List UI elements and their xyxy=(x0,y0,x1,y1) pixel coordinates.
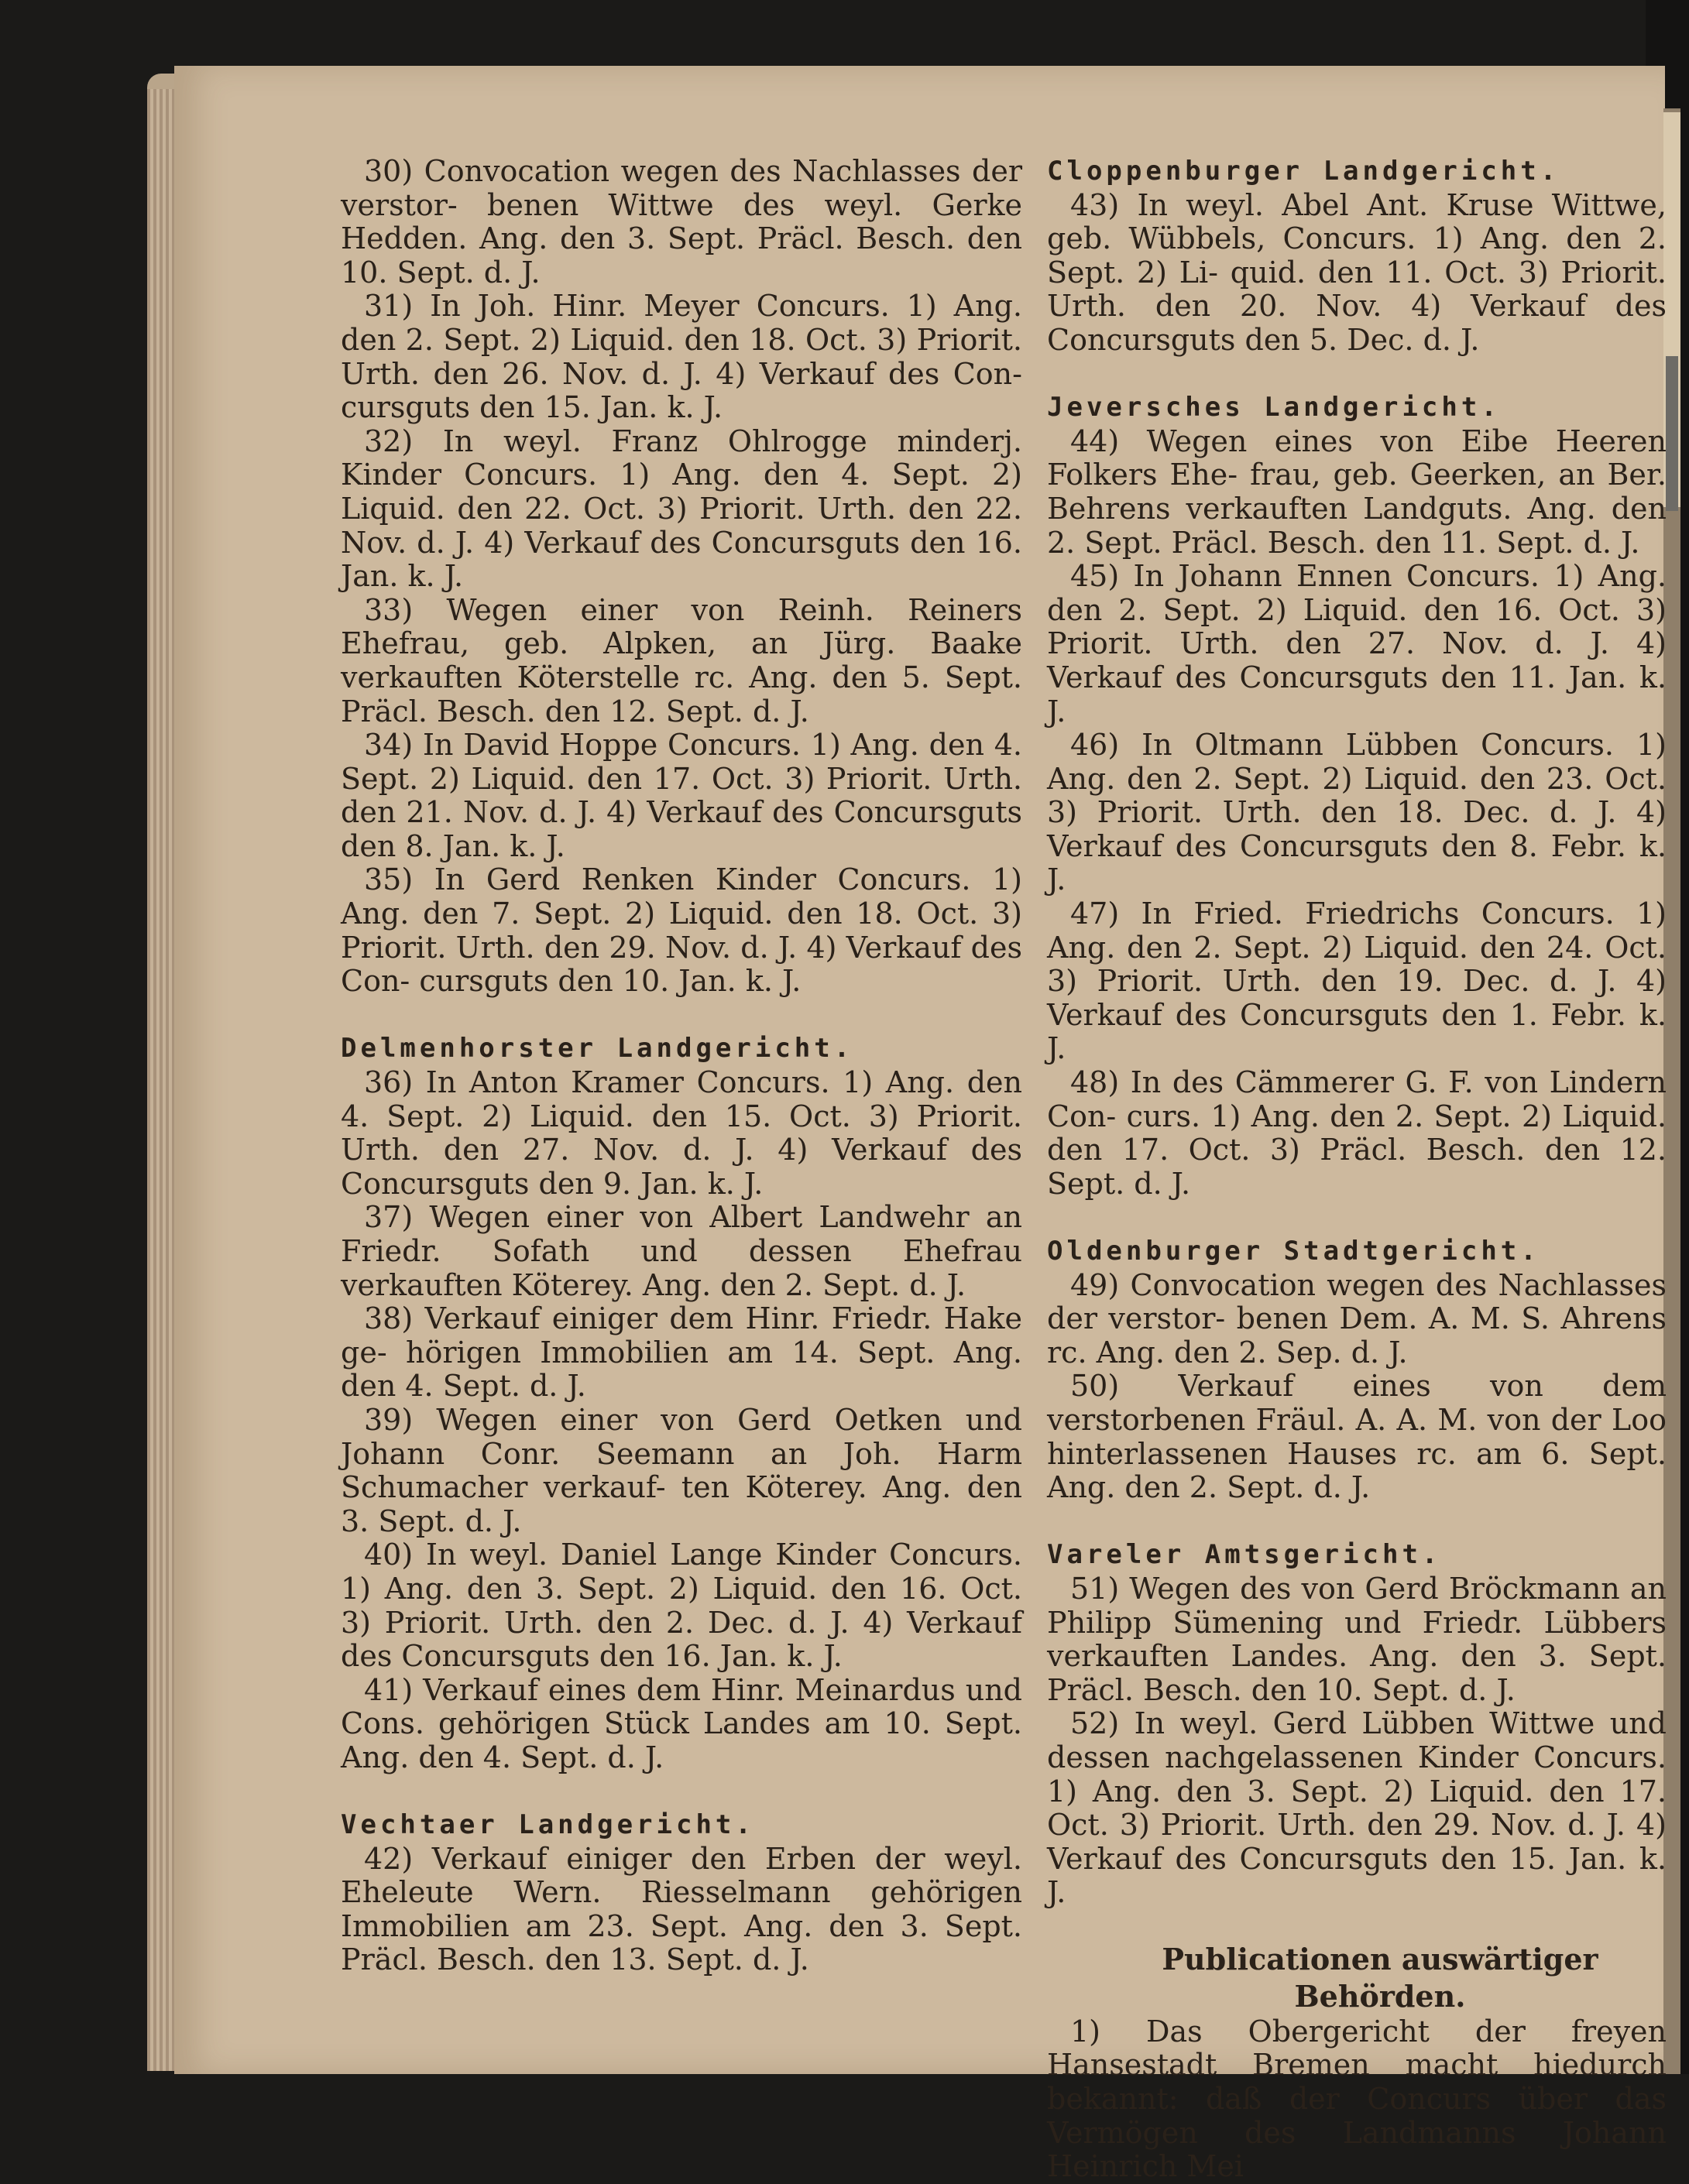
entry-32: 32) In weyl. Franz Ohlrogge minderj. Kinder Concurs. 1) Ang. den 4. Sept. 2) Liquid. den 22. Oct. 3) Priorit. Urth. den 22. Nov. d. J. 4) Verkauf des Concursguts den 16. Jan. k. J. xyxy=(341,423,1022,594)
right-column xyxy=(1047,155,1667,2184)
entry-43: 43) In weyl. Abel Ant. Kruse Wittwe, geb. Wübbels, Concurs. 1) Ang. den 2. Sept. 2) Li- quid. den 11. Oct. 3) Priorit. Urth. den 20. Nov. 4) Verkauf des Concursguts den 5. Dec. d. J. xyxy=(1047,187,1667,357)
entry-42: 42) Verkauf einiger den Erben der weyl. Eheleute Wern. Riesselmann gehörigen Immobilien am 23. Sept. Ang. den 3. Sept. Präcl. Besch. den 13. Sept. d. J. xyxy=(341,1841,1022,1977)
heading-oldenburg: Oldenburger Stadtgericht. xyxy=(1047,1236,1540,1267)
entry-33: 33) Wegen einer von Reinh. Reiners Ehefrau, geb. Alpken, an Jürg. Baake verkauften Köterstelle rc. Ang. den 5. Sept. Präcl. Besch. den 12. Sept. d. J. xyxy=(341,592,1022,729)
entry-41: 41) Verkauf eines dem Hinr. Meinardus und Cons. gehörigen Stück Landes am 10. Sept. Ang. den 4. Sept. d. J. xyxy=(341,1672,1022,1774)
entry-47: 47) In Fried. Friedrichs Concurs. 1) Ang. den 2. Sept. 2) Liquid. den 24. Oct. 3) Priorit. Urth. den 19. Dec. d. J. 4) Verkauf des Concursguts den 1. Febr. k. J. xyxy=(1047,897,1667,1066)
entry-36: 36) In Anton Kramer Concurs. 1) Ang. den 4. Sept. 2) Liquid. den 15. Oct. 3) Priorit. Urth. den 27. Nov. d. J. 4) Verkauf des Concursguts den 9. Jan. k. J. xyxy=(341,1065,1022,1201)
entry-38: 38) Verkauf einiger dem Hinr. Friedr. Hake ge- hörigen Immobilien am 14. Sept. Ang. den 4. Sept. d. J. xyxy=(341,1301,1022,1404)
heading-publications: Publicationen auswärtiger Behörden. xyxy=(1162,1941,1598,2014)
binding-clip xyxy=(1666,356,1678,511)
entry-35: 35) In Gerd Renken Kinder Concurs. 1) Ang. den 7. Sept. 2) Liquid. den 18. Oct. 3) Priorit. Urth. den 29. Nov. d. J. 4) Verkauf des Con- cursguts den 10. Jan. k. J. xyxy=(341,862,1022,999)
entry-40: 40) In weyl. Daniel Lange Kinder Concurs. 1) Ang. den 3. Sept. 2) Liquid. den 16. Oct. 3) Priorit. Urth. den 2. Dec. d. J. 4) Verkauf des Concursguts den 16. Jan. k. J. xyxy=(341,1538,1022,1674)
entry-49: 49) Convocation wegen des Nachlasses der verstor- benen Dem. A. M. S. Ahrens rc. Ang. den 2. Sep. d. J. xyxy=(1047,1267,1667,1370)
entry-37: 37) Wegen einer von Albert Landwehr an Friedr. Sofath und dessen Ehefrau verkauften Köterey. Ang. den 2. Sept. d. J. xyxy=(341,1200,1022,1302)
heading-jever: Jeversches Landgericht. xyxy=(1047,392,1501,423)
entry-39: 39) Wegen einer von Gerd Oetken und Johann Conr. Seemann an Joh. Harm Schumacher verkauf- ten Köterey. Ang. den 3. Sept. d. J. xyxy=(341,1402,1022,1538)
left-column xyxy=(341,155,1022,1977)
entry-52: 52) In weyl. Gerd Lübben Wittwe und dessen nachgelassenen Kinder Concurs. 1) Ang. den 3. Sept. 2) Liquid. den 17. Oct. 3) Priorit. Urth. den 29. Nov. d. J. 4) Verkauf des Concursguts den 15. Jan. k. J. xyxy=(1047,1706,1667,1910)
entry-45: 45) In Johann Ennen Concurs. 1) Ang. den 2. Sept. 2) Liquid. den 16. Oct. 3) Priorit. Urth. den 27. Nov. d. J. 4) Verkauf des Concursguts den 11. Jan. k. J. xyxy=(1047,559,1667,729)
heading-delmenhorst: Delmenhorster Landgericht. xyxy=(341,1033,854,1065)
entry-44: 44) Wegen eines von Eibe Heeren Folkers Ehe- frau, geb. Geerken, an Ber. Behrens verkauften Landguts. Ang. den 2. Sept. Präcl. Besch. den 11. Sept. d. J. xyxy=(1047,423,1667,560)
heading-cloppenburg: Cloppenburger Landgericht. xyxy=(1047,156,1560,187)
entry-50: 50) Verkauf eines von dem verstorbenen Fräul. A. A. M. von der Loo hinterlassenen Hauses rc. am 6. Sept. Ang. den 2. Sept. d. J. xyxy=(1047,1369,1667,1505)
entry-34: 34) In David Hoppe Concurs. 1) Ang. den 4. Sept. 2) Liquid. den 17. Oct. 3) Priorit. Urth. den 21. Nov. d. J. 4) Verkauf des Concursguts den 8. Jan. k. J. xyxy=(341,728,1022,863)
entry-30: 30) Convocation wegen des Nachlasses der verstor- benen Wittwe des weyl. Gerke Hedden. Ang. den 3. Sept. Präcl. Besch. den 10. Sept. d. J. xyxy=(341,154,1022,290)
heading-vechta: Vechtaer Landgericht. xyxy=(341,1809,755,1841)
entry-31: 31) In Joh. Hinr. Meyer Concurs. 1) Ang. den 2. Sept. 2) Liquid. den 18. Oct. 3) Priorit. Urth. den 26. Nov. d. J. 4) Verkauf des Con- cursguts den 15. Jan. k. J. xyxy=(341,289,1022,425)
page-edges xyxy=(147,89,178,2071)
publication-1: 1) Das Obergericht der freyen Hansestadt Bremen macht hiedurch bekannt: daß der Concurs über das Vermögen des Landmanns Johann Heinrich Mei xyxy=(1047,2014,1667,2184)
entry-48: 48) In des Cämmerer G. F. von Lindern Con- curs. 1) Ang. den 2. Sept. 2) Liquid. den 17. Oct. 3) Präcl. Besch. den 12. Sept. d. J. xyxy=(1047,1065,1667,1201)
heading-varel: Vareler Amtsgericht. xyxy=(1047,1539,1442,1571)
entry-46: 46) In Oltmann Lübben Concurs. 1) Ang. den 2. Sept. 2) Liquid. den 23. Oct. 3) Priorit. Urth. den 18. Dec. d. J. 4) Verkauf des Concursguts den 8. Febr. k. J. xyxy=(1047,728,1667,897)
entry-51: 51) Wegen des von Gerd Bröckmann an Philipp Sümening und Friedr. Lübbers verkauften Landes. Ang. den 3. Sept. Präcl. Besch. den 10. Sept. d. J. xyxy=(1047,1571,1667,1707)
